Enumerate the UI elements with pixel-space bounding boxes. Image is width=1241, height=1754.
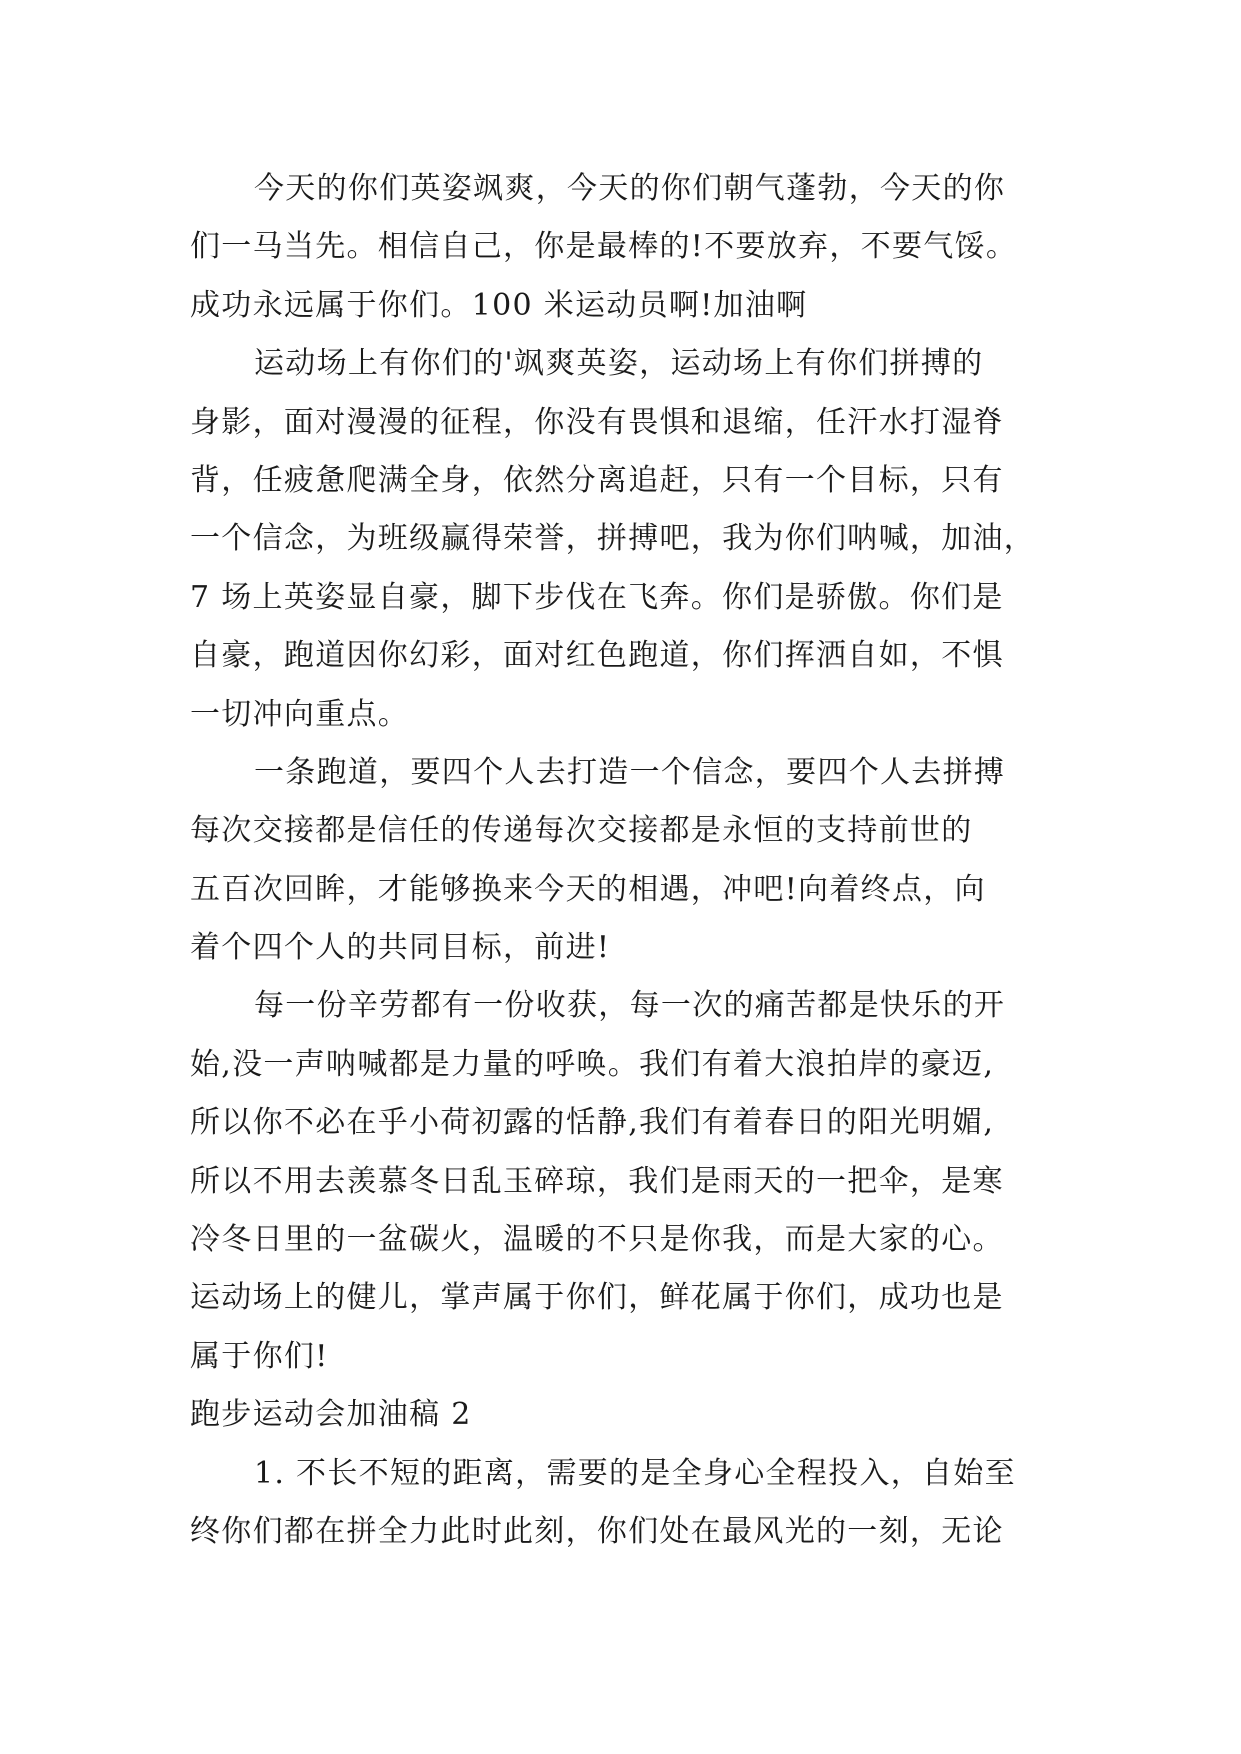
text-line: 五百次回眸，才能够换来今天的相遇，冲吧!向着终点，向 bbox=[190, 871, 986, 907]
text-line: 运动场上的健儿，掌声属于你们，鲜花属于你们，成功也是 bbox=[190, 1280, 1004, 1316]
text-line: 今天的你们英姿飒爽，今天的你们朝气蓬勃，今天的你 bbox=[254, 171, 1006, 206]
text-line: 1. 不长不短的距离，需要的是全身心全程投入，自始至 bbox=[254, 1455, 1016, 1491]
heading-line: 跑步运动会加油稿 2 bbox=[190, 1397, 472, 1433]
document-body bbox=[190, 160, 1070, 1561]
text-line: 所以不用去羡慕冬日乱玉碎琼，我们是雨天的一把伞，是寒 bbox=[190, 1163, 1004, 1199]
text-line: 属于你们! bbox=[190, 1338, 329, 1374]
paragraph-5 bbox=[190, 1445, 1070, 1562]
text-line: 7 场上英姿显自豪，脚下步伐在飞奔。你们是骄傲。你们是 bbox=[190, 579, 1004, 615]
text-line: 一条跑道，要四个人去打造一个信念，要四个人去拼搏 bbox=[254, 754, 1006, 790]
text-line: 终你们都在拼全力此时此刻，你们处在最风光的一刻，无论 bbox=[190, 1513, 1004, 1549]
text-line: 一切冲向重点。 bbox=[190, 696, 410, 732]
text-line: 身影，面对漫漫的征程，你没有畏惧和退缩，任汗水打湿脊 bbox=[190, 404, 1004, 440]
text-line: 每次交接都是信任的传递每次交接都是永恒的支持前世的 bbox=[190, 813, 973, 849]
text-line: 所以你不必在乎小荷初露的恬静,我们有着春日的阳光明媚, bbox=[190, 1105, 995, 1141]
text-line: 每一份辛劳都有一份收获，每一次的痛苦都是快乐的开 bbox=[254, 988, 1006, 1024]
paragraph-2 bbox=[190, 335, 1070, 744]
text-line: 运动场上有你们的'飒爽英姿，运动场上有你们拼搏的 bbox=[254, 346, 984, 382]
paragraph-4 bbox=[190, 977, 1070, 1386]
text-line: 冷冬日里的一盆碳火，温暖的不只是你我，而是大家的心。 bbox=[190, 1222, 1004, 1258]
text-line: 着个四个人的共同目标，前进! bbox=[190, 930, 611, 966]
paragraph-1 bbox=[190, 160, 1070, 335]
text-line: 们一马当先。相信自己，你是最棒的!不要放弃，不要气馁。 bbox=[190, 229, 1018, 265]
text-line: 背，任疲惫爬满全身，依然分离追赶，只有一个目标，只有 bbox=[190, 462, 1004, 498]
text-line: 成功永远属于你们。100 米运动员啊!加油啊 bbox=[190, 287, 808, 323]
text-line: 自豪，跑道因你幻彩，面对红色跑道，你们挥洒自如，不惧 bbox=[190, 638, 1004, 674]
text-line: 一个信念，为班级赢得荣誉，拼搏吧，我为你们呐喊，加油， bbox=[190, 521, 1036, 557]
text-line: 始,没一声呐喊都是力量的呼唤。我们有着大浪拍岸的豪迈, bbox=[190, 1046, 995, 1082]
section-heading bbox=[190, 1386, 1070, 1444]
paragraph-3 bbox=[190, 744, 1070, 978]
